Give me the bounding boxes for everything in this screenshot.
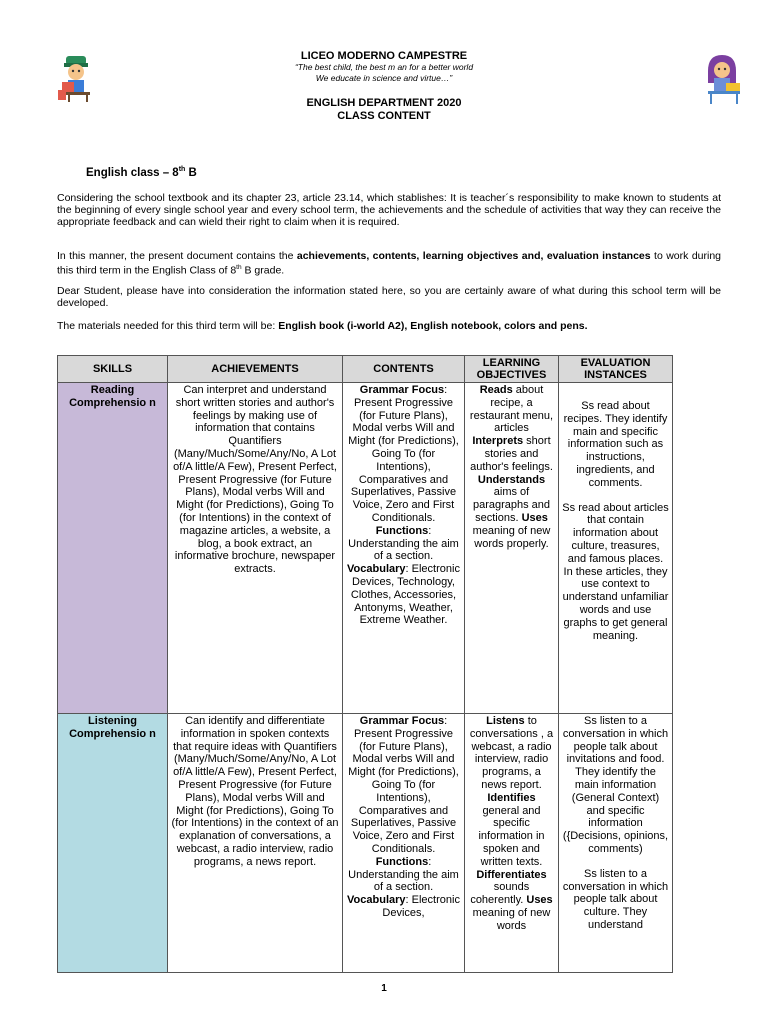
header-contents: CONTENTS <box>343 356 465 383</box>
header-evaluation-instances: EVALUATION INSTANCES <box>559 356 673 383</box>
document-header <box>0 50 768 123</box>
page-number: 1 <box>381 983 387 994</box>
contents-paragraph: In this manner, the present document contains the achievements, contents, learning objectives and, evaluation instances to work during this third term in the English Class of 8th B grade. <box>57 250 722 277</box>
achievement-listening: Can identify and differentiate information in spoken contexts that require ideas with Quantifiers (Many/Much/Some/Any/No, A Lot of/A little/A Few), Present Perfect, Present Progressive (for Future Plans), Modal verbs Will and Might (for Predictions), Going To (for Intentions) in the context of an explanation of conversations, a webcast, a radio interview, radio programs, a news report. <box>168 714 343 973</box>
table-row-reading <box>58 383 673 714</box>
objectives-listening: Listens to conversations , a webcast, a radio interview, radio programs, a news report. Identifies general and specific information in spoken and written texts. Differentiates sounds coherently. Uses meaning of new words <box>465 714 559 973</box>
header-achievements: ACHIEVEMENTS <box>168 356 343 383</box>
motto-line-2: We educate in science and virtue…” <box>315 73 453 83</box>
class-title: English class – 8th B <box>86 166 197 179</box>
department-title: ENGLISH DEPARTMENT 2020 <box>306 97 462 109</box>
class-content-table <box>57 355 673 973</box>
evaluation-reading: Ss read about recipes. They identify main and specific information such as instructions, ingredients, and comments. Ss read about articles that contain information about culture, treasures, and famous places. In these articles, they use context to understand unfamiliar words and use graphs to get general meaning. <box>559 383 673 714</box>
evaluation-listening: Ss listen to a conversation in which people talk about invitations and food. They identify the main information (General Context) and specific information ({Decisions, opinions, comments) Ss listen to a conversation in which people talk about culture. They understand <box>559 714 673 973</box>
skill-reading: Reading Comprehensio n <box>58 383 168 714</box>
contents-reading: Grammar Focus: Present Progressive (for Future Plans), Modal verbs Will and Might (for Predictions), Going To (for Intentions), Comparatives and Superlatives, Passive Voice, Zero and First Conditionals. Functions: Understanding the aim of a section. Vocabulary: Electronic Devices, Technology, Clothes, Accessories, Antonyms, Weather, Extreme Weather. <box>343 383 465 714</box>
achievement-reading: Can interpret and understand short written stories and author's feelings by making use of information that contains Quantifiers (Many/Much/Some/Any/No, A Lot of/A little/A Few), Present Perfect, Present Progressive (for Future Plans), Modal verbs Will and Might (for Predictions), Going To (for Intentions) in the context of magazine articles, a website, a blog, a book extract, an informative brochure, newspaper extracts. <box>168 383 343 714</box>
materials-paragraph: The materials needed for this third term will be: English book (i-world A2), English notebook, colors and pens. <box>57 320 588 332</box>
header-learning-objectives: LEARNING OBJECTIVES <box>465 356 559 383</box>
skill-listening: Listening Comprehensio n <box>58 714 168 973</box>
contents-listening: Grammar Focus: Present Progressive (for Future Plans), Modal verbs Will and Might (for Predictions), Going To (for Intentions), Comparatives and Superlatives, Passive Voice, Zero and First Conditionals. Functions: Understanding the aim of a section. Vocabulary: Electronic Devices, <box>343 714 465 973</box>
objectives-reading: Reads about recipe, a restaurant menu, articles Interprets short stories and author's feelings. Understands aims of paragraphs and sections. Uses meaning of new words properly. <box>465 383 559 714</box>
document-subtitle: CLASS CONTENT <box>337 110 431 122</box>
school-name: LICEO MODERNO CAMPESTRE <box>300 50 468 62</box>
motto-line-1: “The best child, the best m an for a better world <box>294 62 474 72</box>
header-skills: SKILLS <box>58 356 168 383</box>
student-note-paragraph: Dear Student, please have into consideration the information stated here, so you are certainly aware of what during this school term will be developed. <box>57 285 721 309</box>
table-row-listening <box>58 714 673 973</box>
intro-paragraph: Considering the school textbook and its chapter 23, article 23.14, which stablishes: It is teacher´s responsibility to make known to students at the beginning of every single school year and every school term, the achievements and the schedule of activities that way they can receive the appropriate feedback and can wield their right to claim when it is required. <box>57 192 721 228</box>
